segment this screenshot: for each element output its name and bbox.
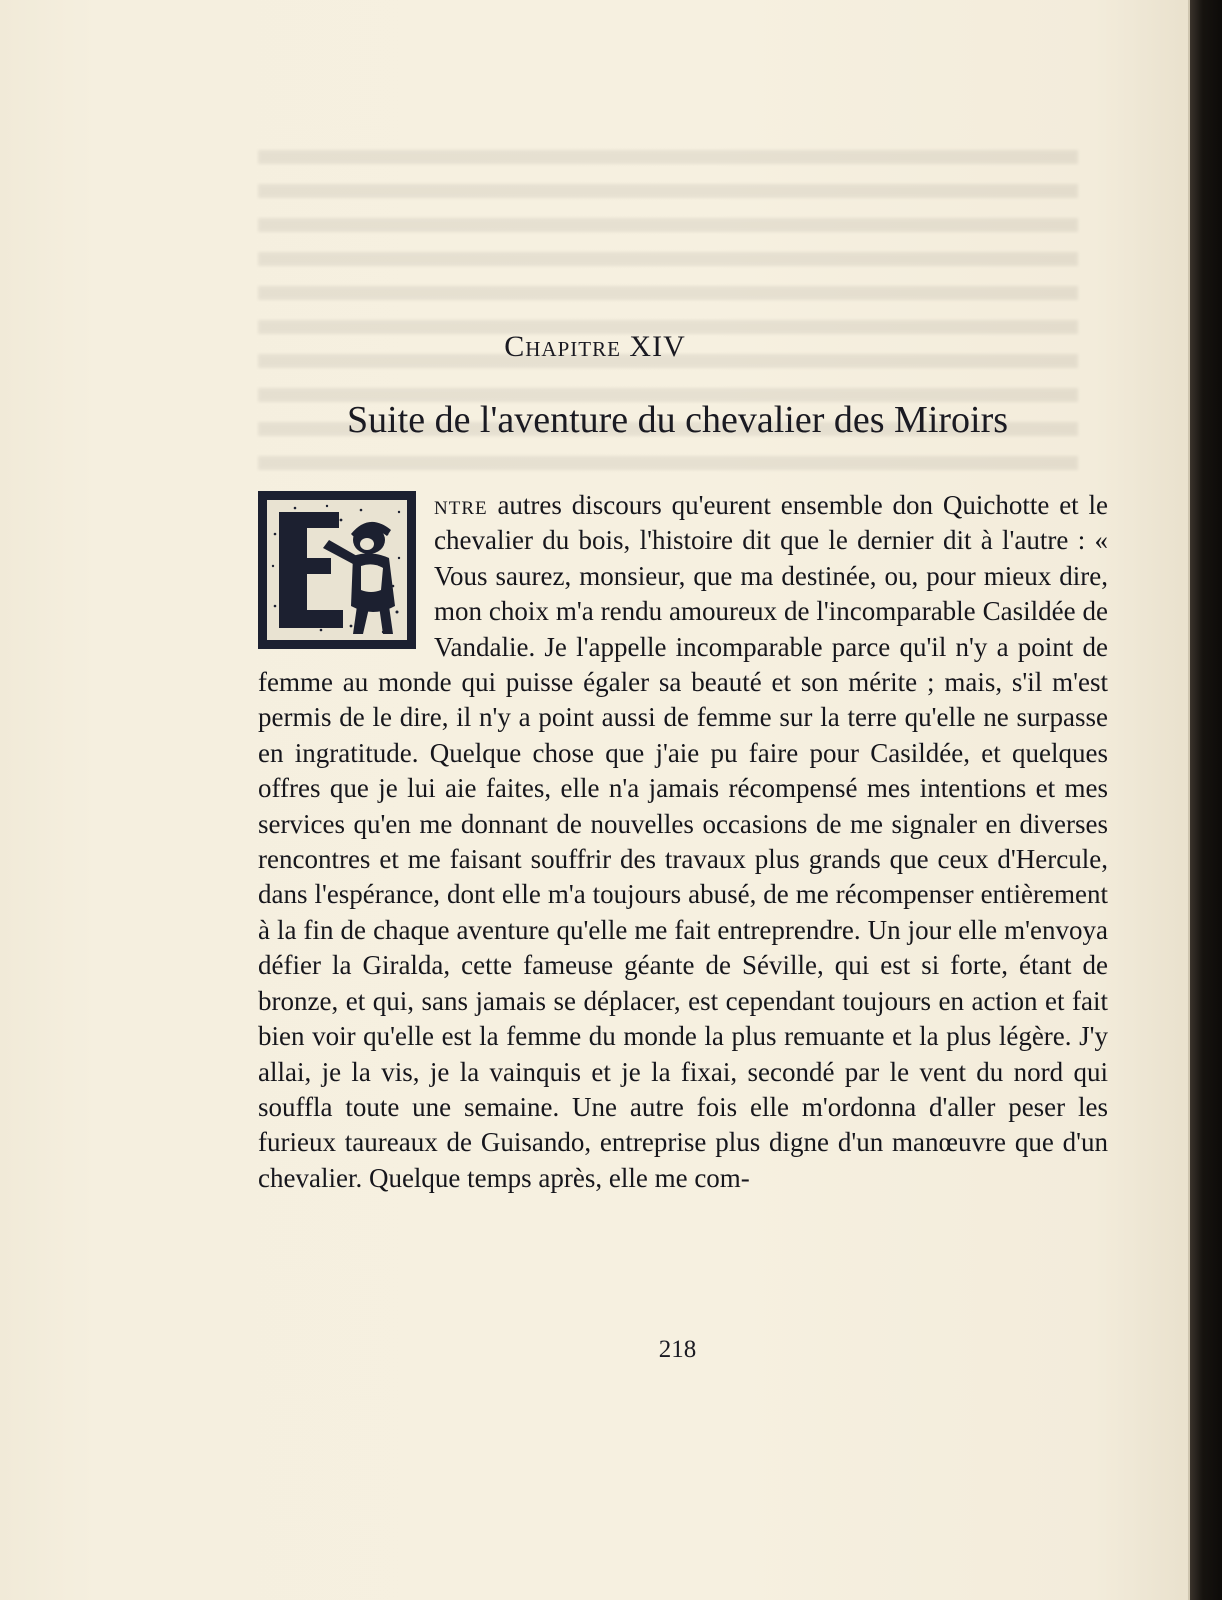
chapter-title: [0, 398, 1190, 442]
lead-word: ntre: [434, 490, 488, 520]
book-spine-edge: [1190, 0, 1222, 1600]
lead-in: [434, 490, 488, 520]
illuminated-initial: [258, 491, 416, 649]
woodcut-initial-e-image: [261, 494, 413, 646]
page-number: 218: [658, 1336, 697, 1363]
chapter-title-text: Suite de l'aventure du chevalier des Miroirs: [346, 399, 1009, 441]
chapter-number: Chapitre XIV: [504, 330, 686, 363]
paragraph-text: autres discours qu'eurent ensemble don Quichotte et le chevalier du bois, l'histoire dit que le dernier dit à l'autre : « Vous saurez, monsieur, que ma destinée, ou, pour mieux dire, mon choix m'a rendu amoureux de l'incomparable Casildée de Vandalie. Je l'appelle incomparable parce qu'il n'y a point de femme au monde qui puisse égaler sa beauté et son mérite ; mais, s'il m'est permis de le dire, il n'y a point aussi de femme sur la terre qu'elle ne surpasse en ingratitude. Quelque chose que j'aie pu faire pour Casildée, et quelques offres que je lui aie faites, elle n'a jamais récompensé mes intentions et mes services qu'en me donnant de nouvelles occasions de me signaler en diverses rencontres et me faisant souffrir des travaux plus grands que ceux d'Hercule, dans l'espérance, dont elle m'a toujours abusé, de me récompenser entièrement à la fin de chaque aventure qu'elle me fait entreprendre. Un jour elle m'envoya défier la Giralda, cette fameuse géante de Séville, qui est si forte, étant de bronze, et qui, sans jamais se déplacer, est cependant toujours en action et fait bien voir qu'elle est la femme du monde la plus remuante et la plus légère. J'y allai, je la vis, je la vainquis et je la fixai, secondé par le vent du nord qui souffla toute une semaine. Une autre fois elle m'ordonna d'aller peser les furieux taureaux de Guisando, entreprise plus digne d'un manœuvre que d'un chevalier. Quelque temps après, elle me com-: [258, 490, 1108, 1193]
body-text: [258, 488, 1108, 1196]
